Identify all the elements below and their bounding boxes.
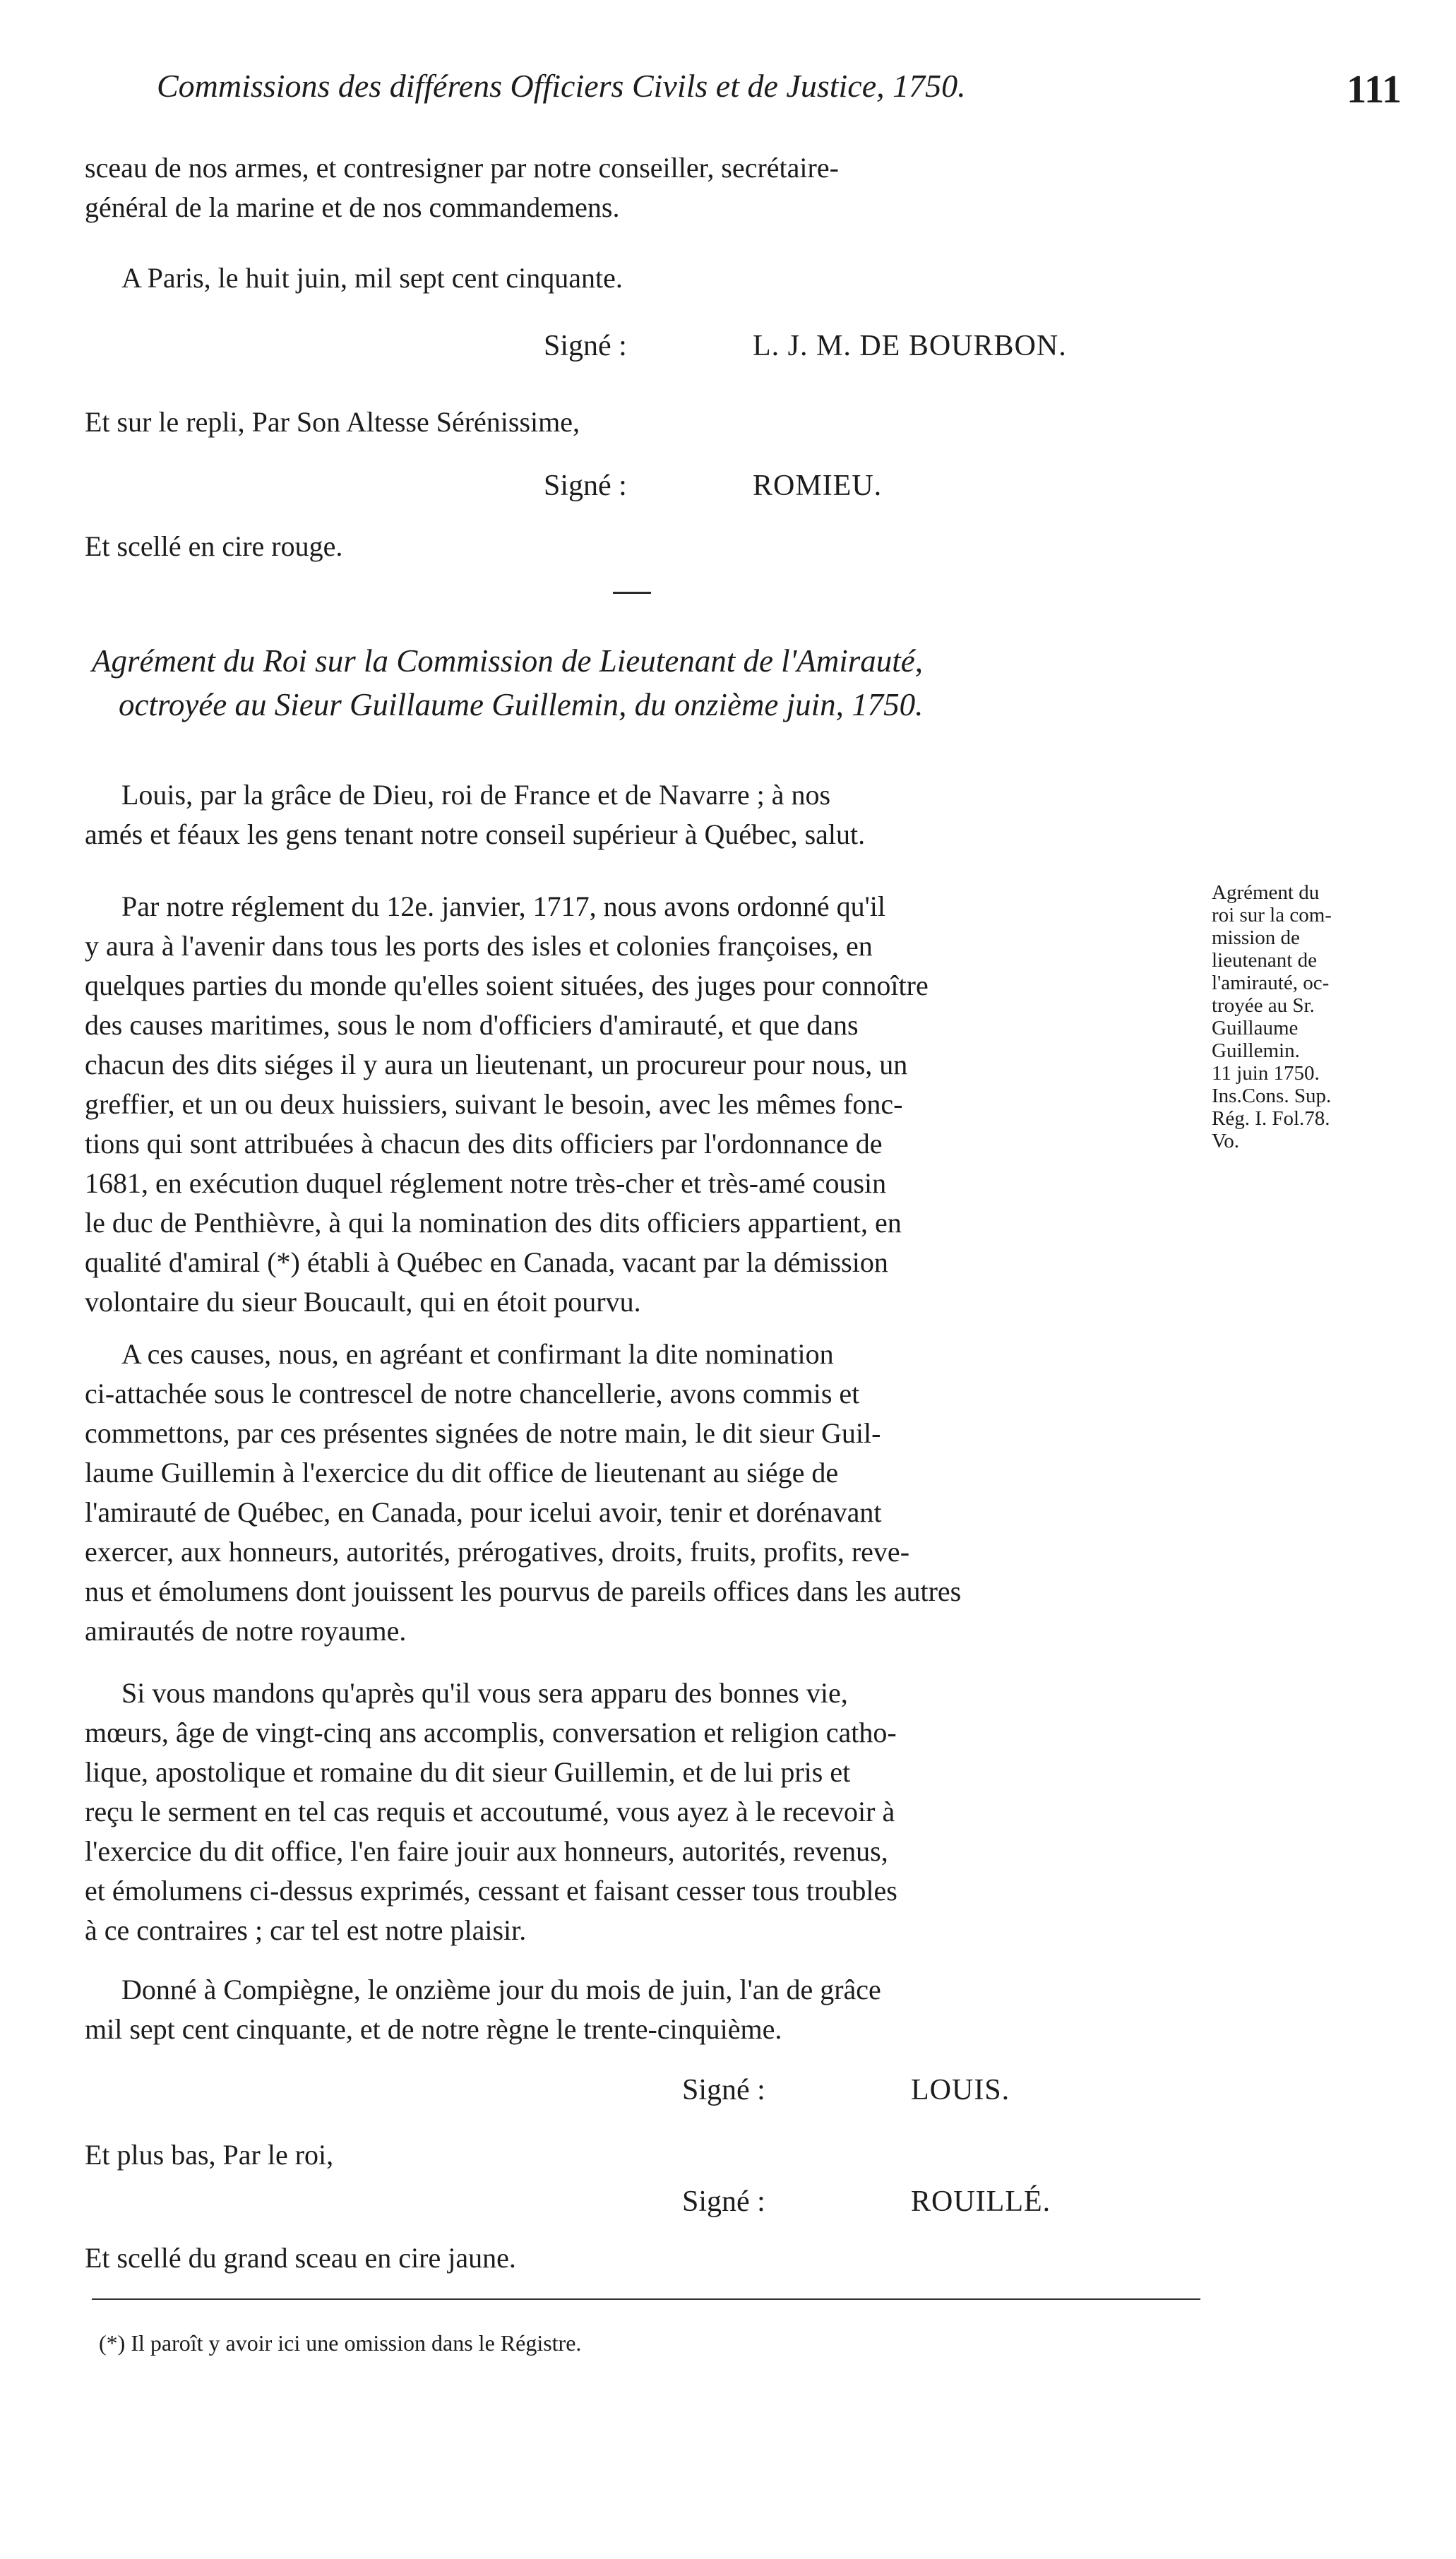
text-line: général de la marine et de nos commandemens. <box>85 191 620 223</box>
text-line: A ces causes, nous, en agréant et confirmant la dite nomination <box>121 1338 834 1370</box>
margin-note-line: Guillemin. <box>1212 1039 1300 1062</box>
plus-bas-line-block <box>85 2135 1200 2175</box>
signature-romieu <box>0 469 1456 511</box>
heading-line: Agrément du Roi sur la Commission de Lieutenant de l'Amirauté, <box>92 643 924 679</box>
margin-note-line: mission de <box>1212 926 1300 949</box>
margin-note-line: 11 juin 1750. <box>1212 1062 1320 1085</box>
text-line: Louis, par la grâce de Dieu, roi de France et de Navarre ; à nos <box>121 779 831 811</box>
footnote-rule <box>92 2298 1200 2300</box>
text-line: mil sept cent cinquante, et de notre règne le trente-cinquième. <box>85 2013 782 2045</box>
text-line: mœurs, âge de vingt-cinq ans accomplis, conversation et religion catho- <box>85 1717 897 1748</box>
signature-name: ROMIEU. <box>753 470 883 502</box>
signature-name: L. J. M. DE BOURBON. <box>753 330 1067 362</box>
text-line: 1681, en exécution duquel réglement notre très-cher et très-amé cousin <box>85 1167 887 1199</box>
text-line: et émolumens ci-dessus exprimés, cessant et faisant cesser tous troubles <box>85 1875 897 1907</box>
margin-note-line: roi sur la com- <box>1212 904 1332 926</box>
margin-note <box>1212 881 1402 1152</box>
signature-bourbon <box>0 329 1456 371</box>
running-title: Commissions des différens Officiers Civils et de Justice, 1750. <box>157 68 966 104</box>
text-line: chacun des dits siéges il y aura un lieutenant, un procureur pour nous, un <box>85 1049 908 1080</box>
paragraph-reglement <box>85 887 1200 1322</box>
plus-bas-line: Et plus bas, Par le roi, <box>85 2139 334 2171</box>
paragraph-mandons <box>85 1674 1200 1950</box>
seal-line: Et scellé en cire rouge. <box>85 530 343 562</box>
text-line: l'amirauté de Québec, en Canada, pour icelui avoir, tenir et dorénavant <box>85 1496 882 1528</box>
text-line: amirautés de notre royaume. <box>85 1615 407 1647</box>
signature-label: Signé : <box>544 470 627 502</box>
margin-note-line: l'amirauté, oc- <box>1212 972 1330 994</box>
text-line: laume Guillemin à l'exercice du dit office de lieutenant au siége de <box>85 1457 839 1489</box>
text-line: des causes maritimes, sous le nom d'officiers d'amirauté, et que dans <box>85 1009 859 1041</box>
text-line: Si vous mandons qu'après qu'il vous sera apparu des bonnes vie, <box>121 1677 848 1709</box>
signature-rouille <box>0 2185 1456 2227</box>
signature-label: Signé : <box>544 330 627 362</box>
text-line: sceau de nos armes, et contresigner par notre conseiller, secrétaire- <box>85 152 839 184</box>
text-line: Donné à Compiègne, le onzième jour du mois de juin, l'an de grâce <box>121 1974 881 2005</box>
seal-line-block <box>85 527 1200 566</box>
footnote: (*) Il paroît y avoir ici une omission dans le Régistre. <box>99 2330 582 2356</box>
section-divider <box>613 592 651 594</box>
signature-label: Signé : <box>682 2185 765 2218</box>
paragraph-donne <box>85 1970 1200 2049</box>
text-line: y aura à l'avenir dans tous les ports des isles et colonies françoises, en <box>85 930 873 962</box>
text-line: qualité d'amiral (*) établi à Québec en Canada, vacant par la démission <box>85 1246 888 1278</box>
margin-note-line: Vo. <box>1212 1130 1239 1152</box>
margin-note-line: troyée au Sr. <box>1212 994 1315 1017</box>
date-line-block <box>85 258 1200 298</box>
signature-name: ROUILLÉ. <box>911 2185 1051 2218</box>
text-line: Par notre réglement du 12e. janvier, 1717, nous avons ordonné qu'il <box>121 890 886 922</box>
text-line: ci-attachée sous le contrescel de notre chancellerie, avons commis et <box>85 1378 860 1409</box>
text-line: le duc de Penthièvre, à qui la nomination des dits officiers appartient, en <box>85 1207 902 1239</box>
margin-note-line: Guillaume <box>1212 1017 1299 1039</box>
text-line: nus et émolumens dont jouissent les pourvus de pareils offices dans les autres <box>85 1575 962 1607</box>
page-number: 111 <box>1347 68 1402 112</box>
text-line: l'exercice du dit office, l'en faire jouir aux honneurs, autorités, revenus, <box>85 1835 888 1867</box>
final-seal-line-block <box>85 2238 1200 2278</box>
page-header <box>157 67 1402 124</box>
paragraph-causes <box>85 1335 1200 1651</box>
text-line: lique, apostolique et romaine du dit sieur Guillemin, et de lui pris et <box>85 1756 851 1788</box>
margin-note-line: lieutenant de <box>1212 949 1317 972</box>
repli-line: Et sur le repli, Par Son Altesse Sérénissime, <box>85 406 580 438</box>
signature-name: LOUIS. <box>911 2074 1010 2106</box>
text-line: amés et féaux les gens tenant notre conseil supérieur à Québec, salut. <box>85 818 866 850</box>
date-line: A Paris, le huit juin, mil sept cent cinquante. <box>121 262 623 294</box>
margin-note-line: Agrément du <box>1212 881 1320 904</box>
text-line: exercer, aux honneurs, autorités, prérogatives, droits, fruits, profits, reve- <box>85 1536 910 1568</box>
address-paragraph <box>85 775 1200 854</box>
signature-label: Signé : <box>682 2074 765 2106</box>
text-line: quelques parties du monde qu'elles soient situées, des juges pour connoître <box>85 970 929 1001</box>
final-seal-line: Et scellé du grand sceau en cire jaune. <box>85 2242 516 2274</box>
text-line: reçu le serment en tel cas requis et accoutumé, vous ayez à le recevoir à <box>85 1796 895 1827</box>
section1-text <box>85 148 1200 227</box>
act-heading <box>92 639 1215 727</box>
heading-line: octroyée au Sieur Guillaume Guillemin, du onzième juin, 1750. <box>119 687 924 722</box>
text-line: greffier, et un ou deux huissiers, suivant le besoin, avec les mêmes fonc- <box>85 1088 903 1120</box>
margin-note-line: Rég. I. Fol.78. <box>1212 1107 1330 1130</box>
text-line: commettons, par ces présentes signées de notre main, le dit sieur Guil- <box>85 1417 881 1449</box>
text-line: à ce contraires ; car tel est notre plaisir. <box>85 1914 527 1946</box>
repli-line-block <box>85 402 1200 442</box>
text-line: tions qui sont attribuées à chacun des dits officiers par l'ordonnance de <box>85 1128 883 1159</box>
text-line: volontaire du sieur Boucault, qui en étoit pourvu. <box>85 1286 641 1318</box>
margin-note-line: Ins.Cons. Sup. <box>1212 1085 1332 1107</box>
signature-louis <box>0 2073 1456 2116</box>
